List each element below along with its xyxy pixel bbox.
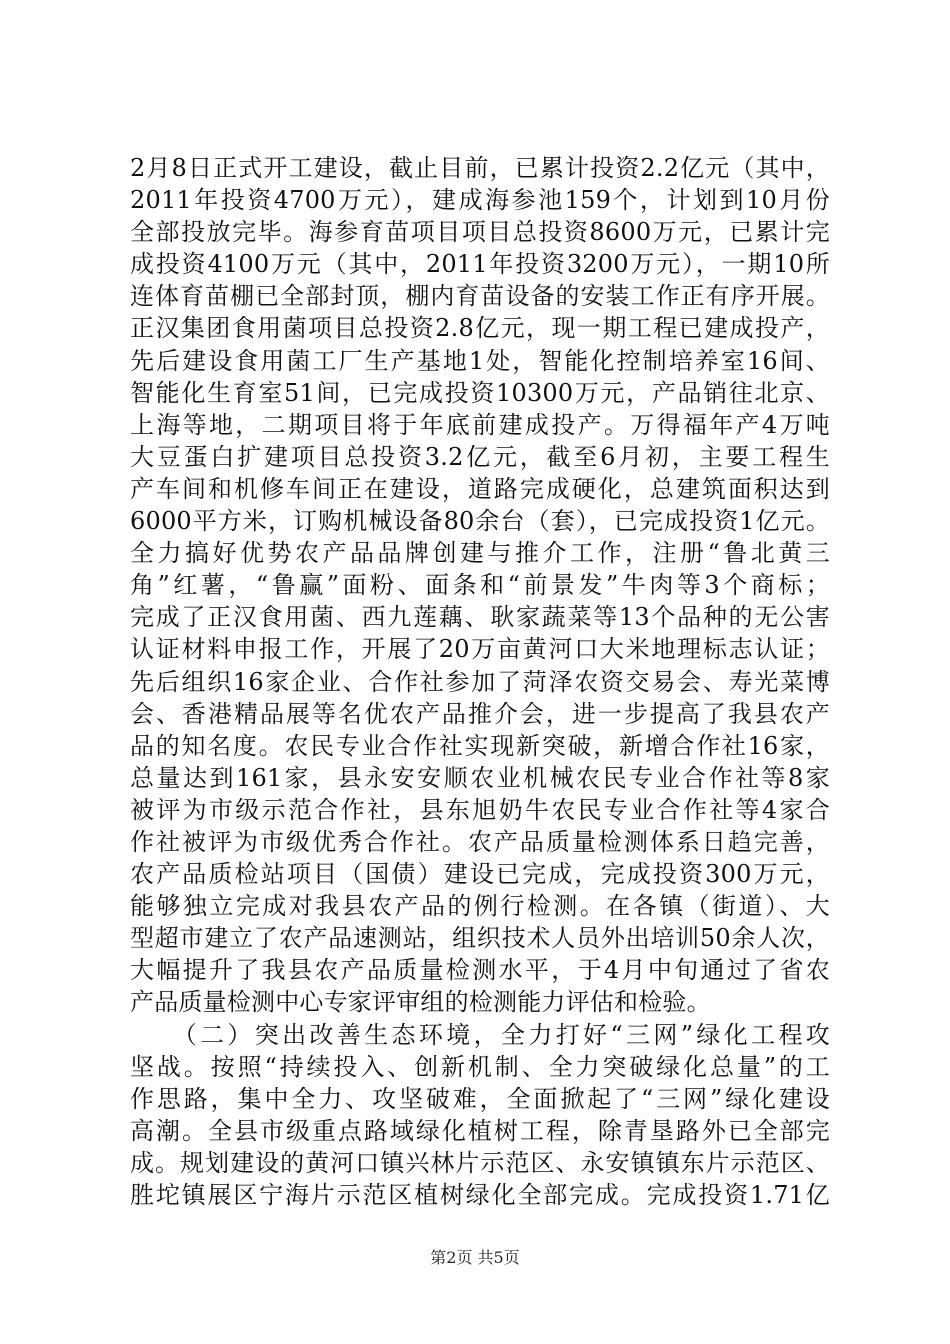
text-line: 连体育苗棚已全部封顶，棚内育苗设备的安装工作正有序开展。 [130,282,830,311]
text-line: 智能化生育室51间，已完成投资10300万元，产品销往北京、 [130,378,830,407]
text-line: 上海等地，二期项目将于年底前建成投产。万得福年产4万吨 [130,410,830,439]
text-line: 角”红薯，“鲁赢”面粉、面条和“前景发”牛肉等3个商标； [130,571,830,600]
text-line: 2月8日正式开工建设，截止目前，已累计投资2.2亿元（其中， [130,154,830,182]
text-line: 农产品质检站项目（国债）建设已完成，完成投资300万元， [130,860,830,889]
text-line: 先后建设食用菌工厂生产基地1处，智能化控制培养室16间、 [130,346,830,375]
text-line: 2011年投资4700万元），建成海参池159个，计划到10月份 [130,186,830,215]
text-line: 型超市建立了农产品速测站，组织技术人员外出培训50余人次， [130,924,830,953]
text-line: 总量达到161家，县永安安顺农业机械农民专业合作社等8家 [130,763,830,792]
paragraph-end-line: 产品质量检测中心专家评审组的检测能力评估和检验。 [130,988,711,1017]
text-line: 大豆蛋白扩建项目总投资3.2亿元，截至6月初，主要工程生 [130,442,830,471]
text-line: 被评为市级示范合作社，县东旭奶牛农民专业合作社等4家合 [130,795,830,824]
text-line: 正汉集团食用菌项目总投资2.8亿元，现一期工程已建成投产， [130,314,830,343]
text-line: 成投资4100万元（其中，2011年投资3200万元），一期10所 [130,250,830,279]
text-line: 认证材料申报工作，开展了20万亩黄河口大米地理标志认证； [130,635,830,664]
text-line: 坚战。按照“持续投入、创新机制、全力突破绿化总量”的工 [130,1052,830,1081]
section-heading-line: （二）突出改善生态环境，全力打好“三网”绿化工程攻 [130,1020,830,1049]
text-line: 品的知名度。农民专业合作社实现新突破，新增合作社16家， [130,731,830,760]
document-body [130,152,830,1211]
text-line: 产车间和机修车间正在建设，道路完成硬化，总建筑面积达到 [130,474,830,503]
text-line: 大幅提升了我县农产品质量检测水平，于4月中旬通过了省农 [130,956,830,985]
text-line: 胜坨镇展区宁海片示范区植树绿化全部完成。完成投资1.71亿 [130,1181,830,1209]
text-line: 先后组织16家企业、合作社参加了菏泽农资交易会、寿光菜博 [130,667,830,696]
text-line: 会、香港精品展等名优农产品推介会，进一步提高了我县农产 [130,699,830,728]
text-line: 全力搞好优势农产品品牌创建与推介工作，注册“鲁北黄三 [130,539,830,568]
text-line: 成。规划建设的黄河口镇兴林片示范区、永安镇镇东片示范区、 [130,1148,830,1177]
text-line: 高潮。全县市级重点路域绿化植树工程，除青垦路外已全部完 [130,1116,830,1145]
text-line: 能够独立完成对我县农产品的例行检测。在各镇（街道）、大 [130,892,830,921]
text-line: 全部投放完毕。海参育苗项目项目总投资8600万元，已累计完 [130,218,830,247]
text-line: 作社被评为市级优秀合作社。农产品质量检测体系日趋完善， [130,827,830,856]
text-line: 作思路，集中全力、攻坚破难，全面掀起了“三网”绿化建设 [130,1084,830,1113]
text-line: 6000平方米，订购机械设备80余台（套），已完成投资1亿元。 [130,507,830,536]
text-line: 完成了正汉食用菌、西九莲藕、耿家蔬菜等13个品种的无公害 [130,603,830,632]
page-number-footer: 第2页 共5页 [430,1248,520,1267]
